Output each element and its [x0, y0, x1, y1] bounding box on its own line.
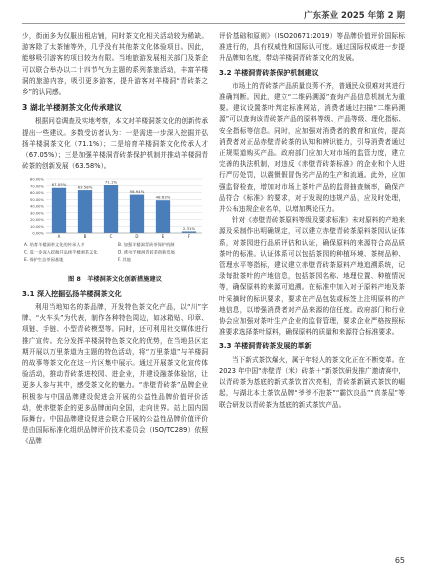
bar: [78, 191, 92, 234]
data-label: 48.63%: [155, 195, 171, 201]
x-tick-label: B: [83, 234, 87, 240]
subsection-heading: 3.2 羊楼洞青砖茶保护机制建议: [219, 68, 319, 77]
left-column: [22, 31, 208, 448]
bar: [130, 195, 144, 233]
data-label: 56.94%: [129, 189, 145, 195]
subsection-heading: 3.1 深入挖掘弘扬羊楼洞茶文化: [22, 289, 122, 298]
legend-entry: F. 其他: [118, 257, 132, 263]
x-tick-label: E: [161, 234, 165, 240]
data-label: 67.05%: [51, 182, 67, 188]
paragraph: 根据问卷调查及实地考察，本文对羊楼洞茶文化的创新传承提出一些建议。多数受访者认为：一是需进一步深入挖掘并弘扬羊楼洞茶文化（71.1%）；二是培育羊楼洞茶文化传承人才（67.05%）；三是加强羊楼洞青砖茶保护机制并推动羊楼洞青砖茶的创新发展（63.58%）。: [22, 117, 208, 171]
legend-entry: B. 加强羊楼洞青砖茶保护机制: [118, 242, 175, 248]
y-tick-label: 0.00%: [32, 231, 44, 236]
x-tick-label: F: [187, 234, 191, 240]
paragraph: 当下新式茶饮爆火，属于年轻人的茶文化正在不断变革。在 2023 年中国“赤壁青（米）砖茶＋”新茶饮研发推广邀请赛中，以青砖茶为基底的新式茶饮首次亮相，青砖茶新颖式茶饮的崛起，与湖北本土茶饮品牌“爷爷不泡茶”“霸饮良品”“真茶屋”等联合研发以青砖茶为基底的新式茶饮产品。: [219, 355, 405, 409]
legend-entry: C. 进一步深入挖掘并弘扬羊楼洞茶文化: [24, 249, 98, 255]
y-tick-label: 30.00%: [29, 211, 44, 216]
bar-chart: [22, 175, 208, 267]
data-label: 2.31%: [182, 226, 196, 232]
figure-8: [22, 175, 208, 284]
legend-entry: E. 保护生态茶园基地: [24, 257, 64, 263]
header-rule: [22, 23, 405, 24]
y-tick-label: 40.00%: [29, 204, 44, 209]
section-heading: 3 湖北羊楼洞茶文化传承建议: [22, 103, 122, 113]
y-tick-label: 80.00%: [29, 177, 44, 182]
y-tick-label: 10.00%: [29, 225, 44, 230]
data-label: 63.58%: [77, 185, 93, 191]
subsection-heading: 3.3 羊楼洞青砖茶发展的革新: [219, 342, 312, 351]
legend-entry: A. 培育羊楼洞茶文化的传承人才: [24, 242, 85, 248]
bar: [156, 201, 170, 234]
y-tick-label: 60.00%: [29, 191, 44, 196]
data-label: 71.1%: [104, 179, 118, 185]
paragraph: 针对《赤壁青砖茶原料等级及要求标准》未对原料的产地来源及采制作出明确规定，可以建立赤壁青砖茶原料茶园认证体系，对茶园进行品质评估和认证，确保原料的来源符合高品质茶叶的标准。认证体系可以包括茶园的种植环境、茶树品种、管理水平等指标，建议建立赤壁青砖茶原料产地追溯系统，记录每批茶叶的产地信息，包括茶园名称、地理位置、种植情况等，确保原料的来源可追溯。在标准中加入对于原料产地及茶叶采摘时的标识要求，要求在产品包装或标签上注明原料的产地信息，以增强消费者对产品来源的信任度。政府部门和行业协会应加强对茶叶生产企业的监督管理，要求企业严格按照标准要求选择茶叶原料，确保原料的质量和来源符合标准要求。: [219, 216, 405, 337]
legend-entry: D. 推动羊楼洞青砖茶创新发展: [118, 249, 175, 255]
page-number: 65: [394, 556, 405, 565]
paragraph: 利用当地知名的茶品牌，开发特色茶文化产品，以“川”字牌、“火车头”为代表，制作各种特色周边，如冰箱贴、印章、项链、手链、小型青砖模型等。同时，还可利用社交媒体进行推广宣传。充分发挥羊楼洞特色茶文化的优势，在当地县区定期开展以万里茶道为主题的特色活动，将“万里茶道”与羊楼洞的故事等茶文化在这一片区集中展示。通过开展茶文化宣传体验活动，推动青砖茶进校园、进企业，并建设融茶体验馆，让更多人参与其中，感受茶文化的魅力。“赤壁青砖茶”品牌企业积极参与中国品牌建设促进会开展的公益性品牌价值评价活动，使赤壁茶企的更多品牌面向全国，走向世界。站上国内国际舞台。中国品牌建设促进会联合开展的公益性品牌价值评价是由国际标准化组织品牌评价技术委员会（ISO/TC289）依照《品牌: [22, 303, 208, 446]
y-tick-label: 50.00%: [29, 198, 44, 203]
bar: [104, 185, 118, 233]
bar: [52, 188, 66, 233]
x-tick-label: C: [109, 234, 113, 240]
paragraph: 市场上的青砖茶产品质量良莠不齐，普通民众很难对其进行准确判断。因此，建立“二维码溯源”查询产品信息机制尤为重要。建议设置茶叶判定标准网站，消费者通过扫描“二维码溯源”可以查询该青砖茶产品的原料等级、产品等级、理化指标、安全指标等信息。同时，应加强对消费者的教育和宣传，提高消费者对正品赤壁青砖茶的认知和辨识能力，引导消费者通过正规渠道购买产品。政府部门应加大对市场的监管力度，建立完善的执法机制，对违反《赤壁青砖茶标准》的企业和个人进行严厉处罚，以震慑假冒伪劣产品的生产和流通。此外，应加强监督检查，增加对市场上茶叶产品的监督抽查频率，确保产品符合《标准》的要求，对于发现的违规产品，应及时处理，并公布违规企业名单，以增加舆论压力。: [219, 81, 405, 214]
paragraph: 评价基础和原则》（ISO20671:2019）等品牌价值评价国际标准进行的，具有权威性和国际认可度。通过国际权威进一步提升品牌知名度，带动羊楼洞青砖茶文化的发展。: [219, 32, 405, 63]
right-column: [219, 31, 405, 411]
x-tick-label: A: [57, 234, 61, 240]
x-tick-label: D: [135, 234, 139, 240]
y-tick-label: 20.00%: [29, 218, 44, 223]
journal-header: 广东茶业 2025 年第 2 期: [304, 11, 405, 21]
figure-caption: 图 8 羊楼洞茶文化创新措施建议: [68, 275, 162, 283]
y-tick-label: 70.00%: [29, 184, 44, 189]
paragraph: 少，街面多为仅服出租店铺，同时茶文化相关活动较为稀缺。游客除了太茶铺等外，几乎没有其他茶文化体验项目。因此，能够吸引游客的项目较为有限。当地旅游发展相关部门及茶企可以联合举办以二十四节气为主题的系列茶旅活动，丰富羊楼洞的旅游内容，吸引更多游客，提升游客对羊楼洞“青砖茶之乡”的认同感。: [22, 32, 208, 97]
